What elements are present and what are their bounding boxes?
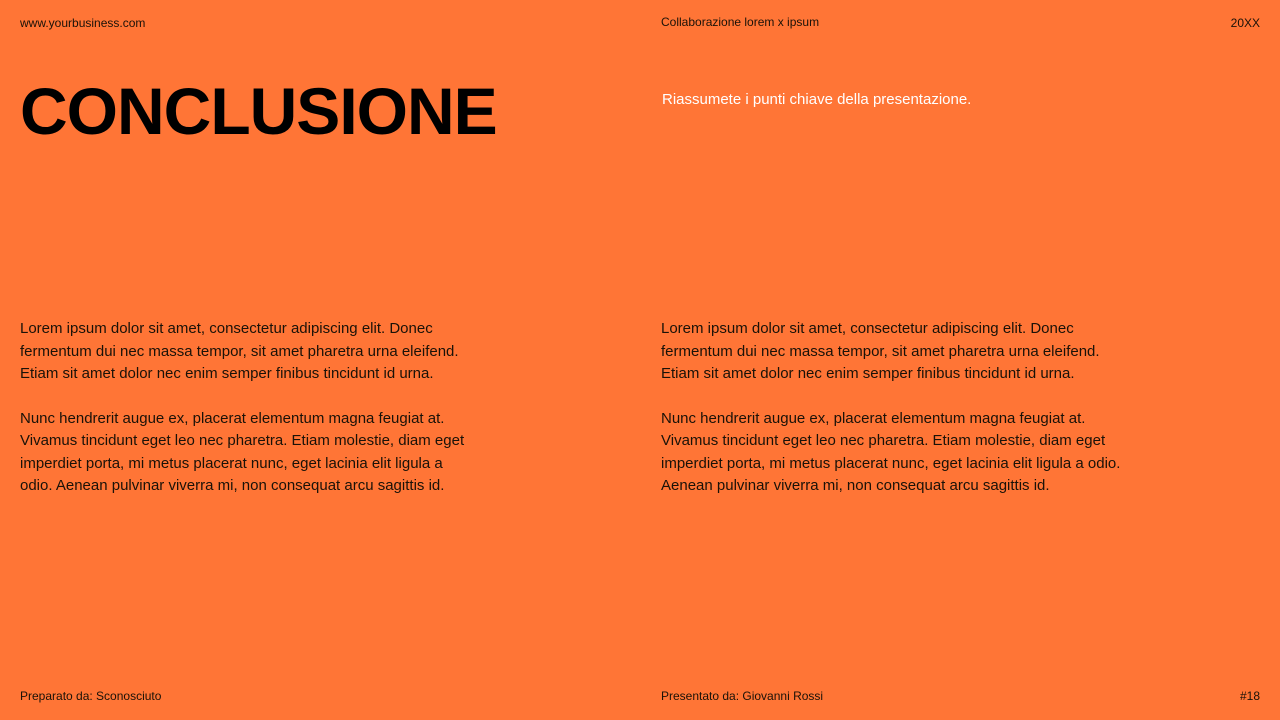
collaboration-label: Collaborazione lorem x ipsum <box>661 15 820 29</box>
paragraph-line: imperdiet porta, mi metus placerat nunc, eget lacinia elit ligula a <box>20 454 443 472</box>
body-paragraph <box>661 408 1120 498</box>
body-column-left <box>20 318 464 520</box>
prepared-by: Preparato da: Sconosciuto <box>20 689 162 703</box>
slide-subtitle: Riassumete i punti chiave della presentazione. <box>662 91 972 108</box>
body-paragraph <box>20 408 464 498</box>
paragraph-line: Lorem ipsum dolor sit amet, consectetur adipiscing elit. Donec <box>20 320 433 337</box>
paragraph-line: fermentum dui nec massa tempor, sit amet pharetra urna eleifend. <box>661 342 1100 360</box>
body-paragraph <box>661 318 1120 386</box>
website-url: www.yourbusiness.com <box>20 16 146 30</box>
paragraph-line: Etiam sit amet dolor nec enim semper finibus tincidunt id urna. <box>661 365 1075 382</box>
paragraph-line: imperdiet porta, mi metus placerat nunc, eget lacinia elit ligula a odio. <box>661 454 1121 472</box>
paragraph-line: Aenean pulvinar viverra mi, non consequat arcu sagittis id. <box>661 477 1050 494</box>
paragraph-line: Vivamus tincidunt eget leo nec pharetra. Etiam molestie, diam eget <box>661 432 1106 449</box>
body-paragraph <box>20 318 464 386</box>
paragraph-line: fermentum dui nec massa tempor, sit amet pharetra urna eleifend. <box>20 342 459 360</box>
paragraph-line: Nunc hendrerit augue ex, placerat elementum magna feugiat at. <box>20 409 445 427</box>
paragraph-line: Lorem ipsum dolor sit amet, consectetur adipiscing elit. Donec <box>661 320 1074 337</box>
slide-title: CONCLUSIONE <box>20 74 497 148</box>
paragraph-line: odio. Aenean pulvinar viverra mi, non consequat arcu sagittis id. <box>20 477 445 494</box>
presented-by: Presentato da: Giovanni Rossi <box>661 689 824 703</box>
year-label: 20XX <box>1230 16 1260 30</box>
body-column-right <box>661 318 1120 520</box>
paragraph-line: Etiam sit amet dolor nec enim semper finibus tincidunt id urna. <box>20 365 434 382</box>
page-number: #18 <box>1239 689 1260 703</box>
paragraph-line: Vivamus tincidunt eget leo nec pharetra. Etiam molestie, diam eget <box>20 432 465 449</box>
paragraph-line: Nunc hendrerit augue ex, placerat elementum magna feugiat at. <box>661 409 1086 427</box>
